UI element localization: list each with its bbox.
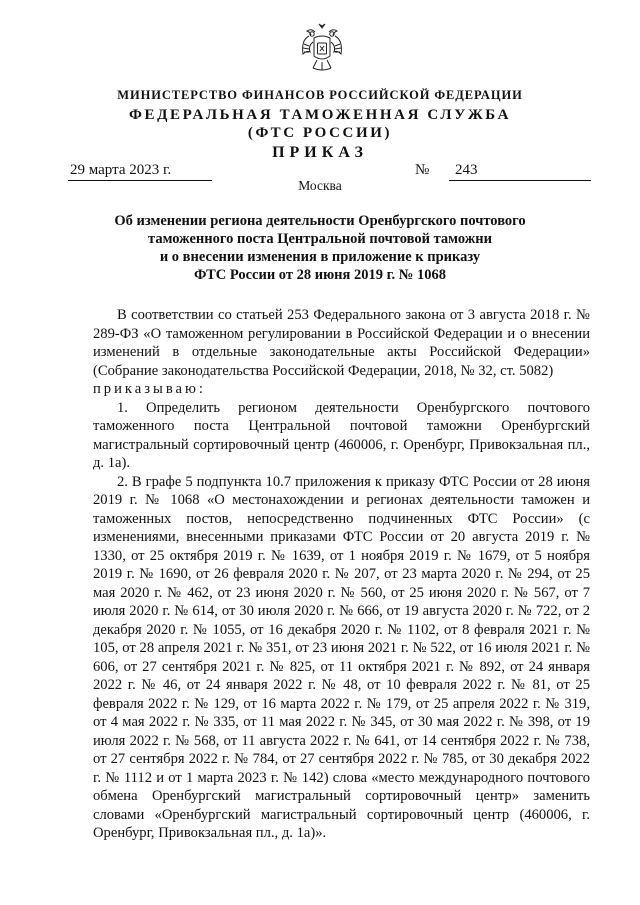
item-1-paragraph: 1. Определить регионом деятельности Оренбургского почтового таможенного поста Центральной почтовой таможни Оренбургский магистральный сортировочный центр (460006, г. Оренбург, Привокзальная пл., д. 1а). [93, 399, 590, 471]
item-2-paragraph: 2. В графе 5 подпункта 10.7 приложения к приказу ФТС России от 28 июня 2019 г. № 1068 «О местонахождении и регионах деятельности таможен и таможенных постов, непосредственно подчиненных ФТС России» (с изменениями, внесенными приказами ФТС России от 20 августа 2019 г. № 1330, от 25 октября 2019 г. № 1639, от 1 ноября 2019 г. № 1679, от 5 ноября 2019 г. № 1690, от 26 февраля 2020 г. № 207, от 23 марта 2020 г. № 294, от 25 мая 2020 г. № 462, от 23 июня 2020 г. № 560, от 25 июня 2020 г. № 567, от 7 июля 2020 г. № 614, от 30 июля 2020 г. № 666, от 19 августа 2020 г. № 722, от 2 декабря 2020 г. № 1055, от 16 декабря 2020 г. № 1102, от 8 февраля 2021 г. № 105, от 28 апреля 2021 г. № 351, от 23 июня 2021 г. № 522, от 16 июля 2021 г. № 606, от 27 сентября 2021 г. № 825, от 11 октября 2021 г. № 892, от 24 января 2022 г. № 46, от 24 января 2022 г. № 48, от 10 февраля 2022 г. № 81, от 25 февраля 2022 г. № 129, от 16 марта 2022 г. № 179, от 25 апреля 2022 г. № 319, от 4 мая 2022 г. № 335, от 11 мая 2022 г. № 345, от 30 мая 2022 г. № 398, от 19 июля 2022 г. № 568, от 11 августа 2022 г. № 641, от 14 сентября 2022 г. № 738, от 27 сентября 2022 г. № 784, от 27 сентября 2022 г. № 785, от 30 декабря 2022 г. № 1112 и от 1 марта 2023 г. № 142) слова «место международного почтового обмена Оренбургский магистральный сортировочный центр» заменить словами «Оренбургский магистральный сортировочный центр (460006, г. Оренбург, Привокзальная пл., д. 1а)». [93, 473, 590, 841]
ministry-name: МИНИСТЕРСТВО ФИНАНСОВ РОССИЙСКОЙ ФЕДЕРАЦИИ [117, 88, 523, 102]
service-name-line2: (ФТС РОССИИ) [247, 125, 393, 141]
order-date-text: 29 марта 2023 г. [70, 162, 172, 178]
service-name-line1: ФЕДЕРАЛЬНАЯ ТАМОЖЕННАЯ СЛУЖБА [128, 107, 512, 123]
preamble-text: В соответствии со статьей 253 Федерального закона от 3 августа 2018 г. № 289-ФЗ «О таможенном регулировании в Российской Федерации и о внесении изменений в отдельные законодательные акты Российской Федерации» (Собрание законодательства Российской Федерации, 2018, № 32, ст. 5082) [93, 307, 590, 379]
subject-line-3: и о внесении изменения в приложение к приказу [159, 249, 481, 265]
order-number-sign: № [415, 162, 430, 178]
subject-line-4: ФТС России от 28 июня 2019 г. № 1068 [193, 267, 447, 283]
order-subject [90, 212, 550, 284]
subject-line-1: Об изменении региона деятельности Оренбургского почтового [114, 213, 526, 229]
order-word: приказываю: [93, 381, 206, 397]
service-name [0, 106, 640, 142]
coat-of-arms-icon [299, 22, 345, 76]
preamble-paragraph [93, 306, 590, 399]
order-title: ПРИКАЗ [272, 144, 368, 161]
city: Москва [298, 178, 342, 193]
order-body [93, 306, 590, 843]
order-number-text: 243 [455, 162, 478, 178]
subject-line-2: таможенного поста Центральной почтовой таможни [148, 231, 492, 247]
